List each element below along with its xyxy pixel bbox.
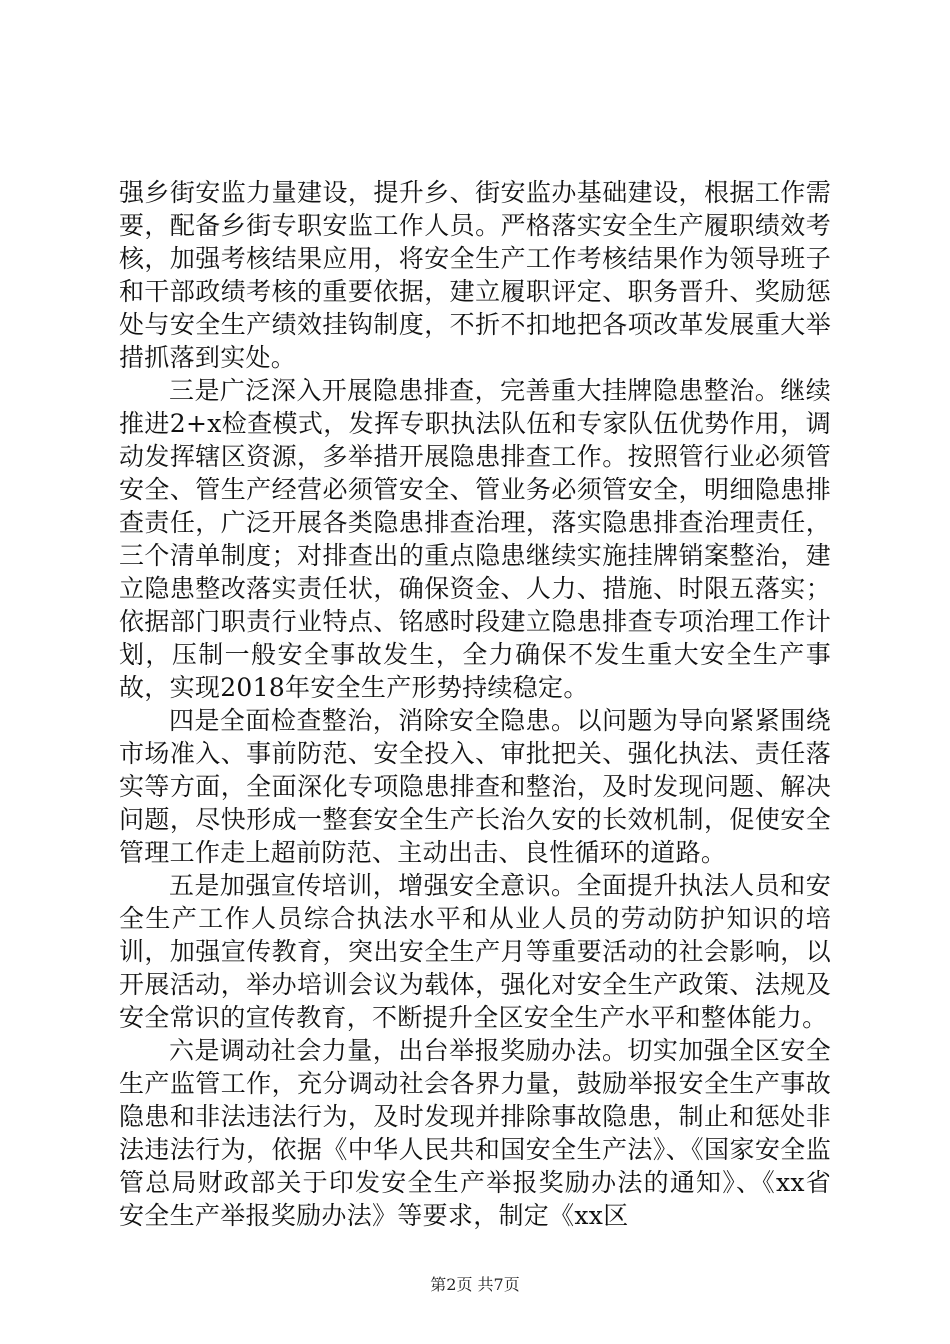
paragraph-item-3: 三是广泛深入开展隐患排查，完善重大挂牌隐患整治。继续推进2+x检查模式，发挥专职执法队伍和专家队伍优势作用，调动发挥辖区资源，多举措开展隐患排查工作。按照管行业必须管安全、管生产经营必须管安全、管业务必须管安全，明细隐患排查责任，广泛开展各类隐患排查治理，落实隐患排查治理责任，三个清单制度；对排查出的重点隐患继续实施挂牌销案整治，建立隐患整改落实责任状，确保资金、人力、措施、时限五落实；依据部门职责行业特点、铭感时段建立隐患排查专项治理工作计划，压制一般安全事故发生，全力确保不发生重大安全生产事故，实现2018年安全生产形势持续稳定。 [119, 376, 831, 702]
paragraph-continuation: 强乡街安监力量建设，提升乡、街安监办基础建设，根据工作需要，配备乡街专职安监工作人员。严格落实安全生产履职绩效考核，加强考核结果应用，将安全生产工作考核结果作为领导班子和干部政绩考核的重要依据，建立履职评定、职务晋升、奖励惩处与安全生产绩效挂钩制度，不折不扣地把各项改革发展重大举措抓落到实处。 [119, 178, 831, 372]
paragraph-item-6: 六是调动社会力量，出台举报奖励办法。切实加强全区安全生产监管工作，充分调动社会各界力量，鼓励举报安全生产事故隐患和非法违法行为，及时发现并排除事故隐患，制止和惩处非法违法行为，依据《中华人民共和国安全生产法》、《国家安全监管总局财政部关于印发安全生产举报奖励办法的通知》、《xx省安全生产举报奖励办法》等要求，制定《xx区 [119, 1036, 831, 1230]
paragraph-item-5: 五是加强宣传培训，增强安全意识。全面提升执法人员和安全生产工作人员综合执法水平和从业人员的劳动防护知识的培训，加强宣传教育，突出安全生产月等重要活动的社会影响，以开展活动，举办培训会议为载体，强化对安全生产政策、法规及安全常识的宣传教育，不断提升全区安全生产水平和整体能力。 [119, 871, 831, 1032]
page-number-footer: 第2页 共7页 [430, 1275, 520, 1294]
document-body [119, 176, 831, 1232]
paragraph-item-4: 四是全面检查整治，消除安全隐患。以问题为导向紧紧围绕市场准入、事前防范、安全投入、审批把关、强化执法、责任落实等方面，全面深化专项隐患排查和整治，及时发现问题、解决问题，尽快形成一整套安全生产长治久安的长效机制，促使安全管理工作走上超前防范、主动出击、良性循环的道路。 [119, 706, 831, 867]
